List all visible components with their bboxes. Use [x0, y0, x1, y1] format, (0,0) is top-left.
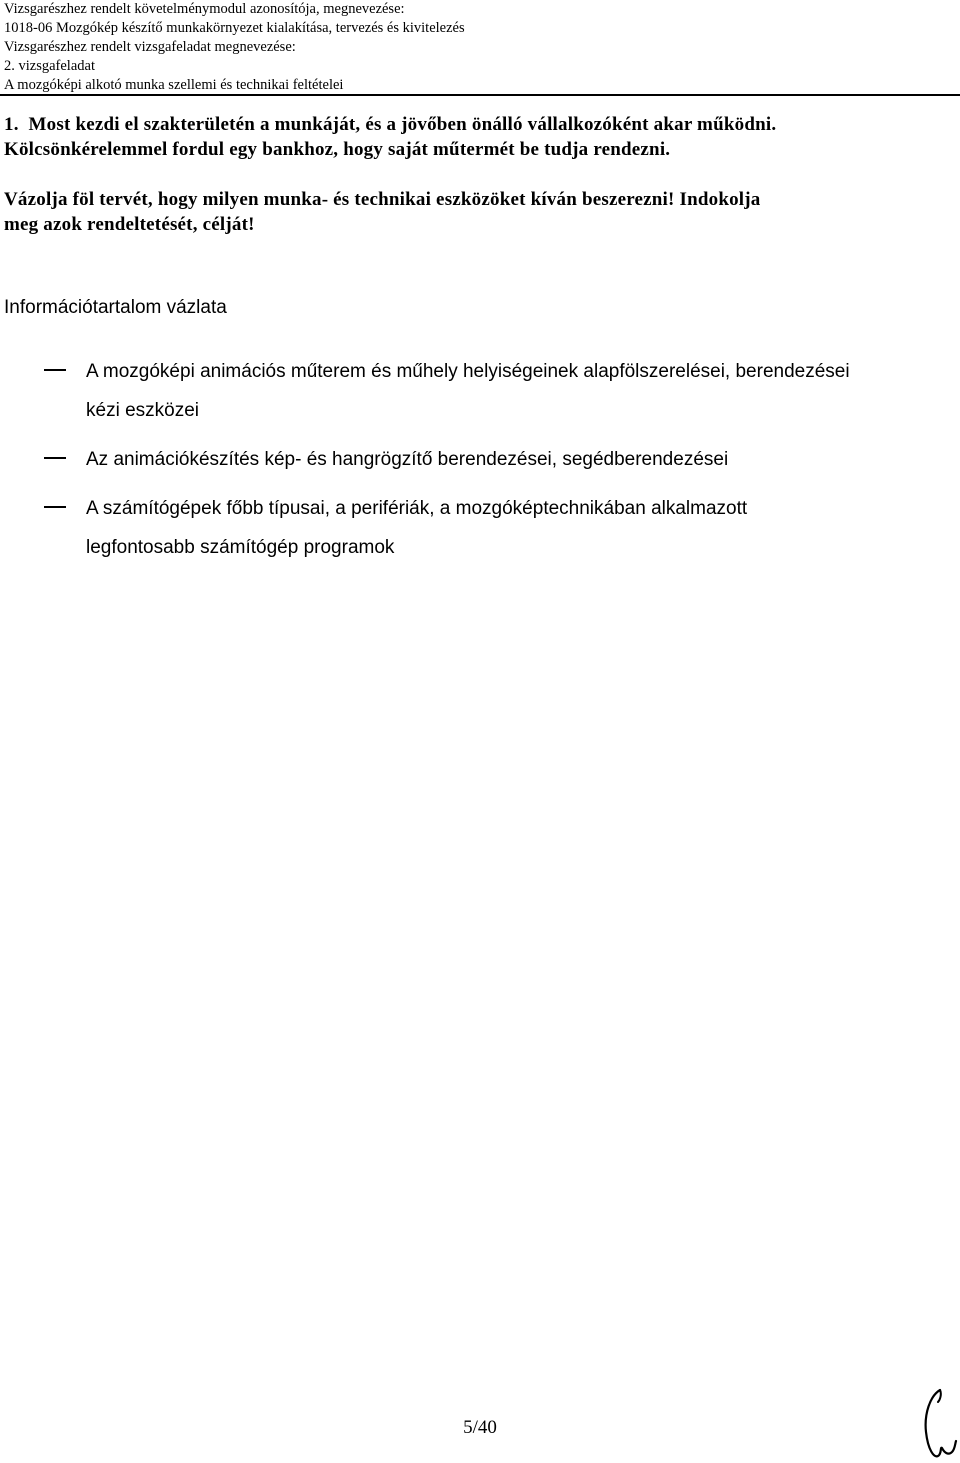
- list-item: [0, 352, 926, 430]
- list-item: [0, 440, 926, 479]
- list-item-line: A számítógépek főbb típusai, a perifériák, a mozgóképtechnikában alkalmazott: [86, 498, 748, 519]
- paragraph-spacer: [4, 162, 944, 187]
- outline-title: Információtartalom vázlata: [4, 297, 227, 318]
- task-statement: [4, 112, 944, 237]
- header-divider: [0, 94, 960, 96]
- list-item-line: A mozgóképi animációs műterem és műhely helyiségeinek alapfölszerelései, berendezései: [86, 361, 850, 382]
- header-module-label: Vizsgarészhez rendelt követelménymodul azonosítója, megnevezése:: [4, 1, 405, 17]
- task-line: Vázolja föl tervét, hogy milyen munka- és technikai eszközöket kíván beszerezni! Indokolja: [4, 189, 761, 210]
- list-item: [0, 489, 926, 567]
- outline-list: [0, 352, 960, 577]
- page-number: 5/40: [463, 1417, 497, 1438]
- list-item-line: legfontosabb számítógép programok: [86, 537, 395, 558]
- task-line: 1. Most kezdi el szakterületén a munkáját, és a jövőben önálló vállalkozóként akar működni.: [4, 114, 777, 135]
- dash-bullet-icon: [44, 369, 66, 371]
- list-item-line: kézi eszközei: [86, 400, 199, 421]
- signature-icon: [918, 1386, 958, 1462]
- document-header: [4, 0, 954, 95]
- header-task-name: A mozgóképi alkotó munka szellemi és technikai feltételei: [4, 77, 344, 93]
- dash-bullet-icon: [44, 506, 66, 508]
- task-line: Kölcsönkérelemmel fordul egy bankhoz, hogy saját műtermét be tudja rendezni.: [4, 139, 671, 160]
- dash-bullet-icon: [44, 457, 66, 459]
- task-line: meg azok rendeltetését, célját!: [4, 214, 255, 235]
- list-item-line: Az animációkészítés kép- és hangrögzítő berendezései, segédberendezései: [86, 449, 729, 470]
- header-module-name: 1018-06 Mozgókép készítő munkakörnyezet kialakítása, tervezés és kivitelezés: [4, 20, 465, 36]
- header-task-number: 2. vizsgafeladat: [4, 58, 95, 74]
- header-task-label: Vizsgarészhez rendelt vizsgafeladat megnevezése:: [4, 39, 296, 55]
